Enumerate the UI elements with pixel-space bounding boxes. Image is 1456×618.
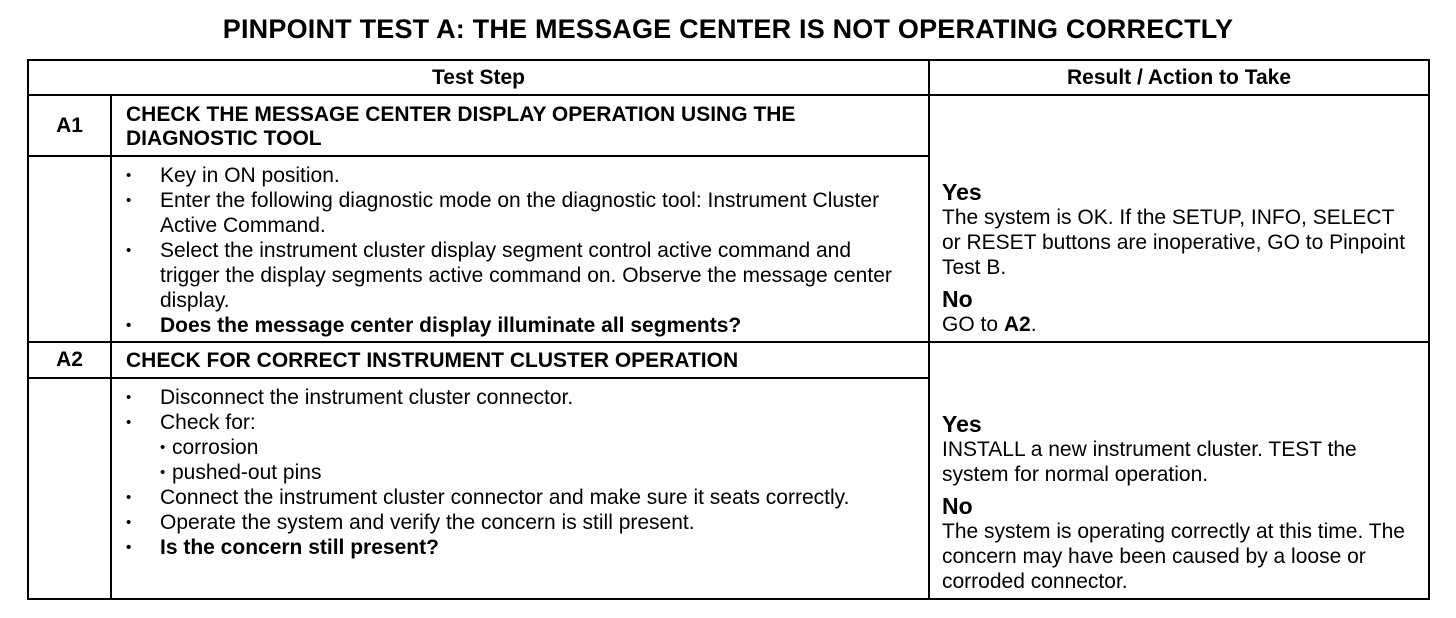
step-heading: CHECK THE MESSAGE CENTER DISPLAY OPERATION USING THE DIAGNOSTIC TOOL	[111, 95, 929, 156]
pinpoint-test-table	[27, 59, 1430, 600]
step-id-blank	[28, 378, 111, 599]
step-a2-heading-row	[28, 342, 1429, 378]
sub-list-item: • corrosion	[160, 435, 916, 460]
step-id-blank	[28, 156, 111, 342]
step-id: A1	[28, 95, 111, 156]
no-text: The system is operating correctly at this time. The concern may have been caused by a loose or corroded connector.	[942, 520, 1405, 593]
yes-text: The system is OK. If the SETUP, INFO, SELECT or RESET buttons are inoperative, GO to Pinpoint Test B.	[942, 206, 1406, 279]
result-header: Result / Action to Take	[929, 60, 1429, 95]
yes-label: Yes	[942, 411, 982, 437]
no-label: No	[942, 286, 973, 312]
step-id: A2	[28, 342, 111, 378]
yes-label: Yes	[942, 179, 982, 205]
step-a1-instructions	[111, 156, 929, 342]
no-text	[942, 312, 1418, 337]
list-item: • Connect the instrument cluster connector and make sure it seats correctly.	[126, 485, 916, 510]
no-text-prefix: GO to	[942, 313, 1004, 336]
header-row	[28, 60, 1429, 95]
step-a1-result	[929, 95, 1429, 342]
list-item: • Disconnect the instrument cluster connector.	[126, 385, 916, 410]
step-question: • Does the message center display illuminate all segments?	[126, 313, 916, 338]
sub-list-item: • pushed-out pins	[160, 460, 916, 485]
no-label: No	[942, 493, 973, 519]
list-item: • Select the instrument cluster display segment control active command and trigger the display segments active command on. Observe the message center display.	[126, 238, 916, 313]
step-a1-heading-row	[28, 95, 1429, 156]
list-item: • Check for:	[126, 410, 916, 435]
list-item: • Operate the system and verify the concern is still present.	[126, 510, 916, 535]
no-text-suffix: .	[1030, 313, 1037, 336]
test-step-header: Test Step	[28, 60, 929, 95]
step-a2-result	[929, 342, 1429, 599]
list-item: • Key in ON position.	[126, 163, 916, 188]
step-question: • Is the concern still present?	[126, 535, 916, 560]
step-a2-instructions	[111, 378, 929, 599]
no-link: A2	[1003, 313, 1031, 336]
step-heading: CHECK FOR CORRECT INSTRUMENT CLUSTER OPERATION	[111, 342, 929, 378]
page-title: PINPOINT TEST A: THE MESSAGE CENTER IS NOT OPERATING CORRECTLY	[222, 14, 1234, 44]
list-item: • Enter the following diagnostic mode on the diagnostic tool: Instrument Cluster Active Command.	[126, 188, 916, 238]
yes-text: INSTALL a new instrument cluster. TEST the system for normal operation.	[942, 438, 1357, 486]
